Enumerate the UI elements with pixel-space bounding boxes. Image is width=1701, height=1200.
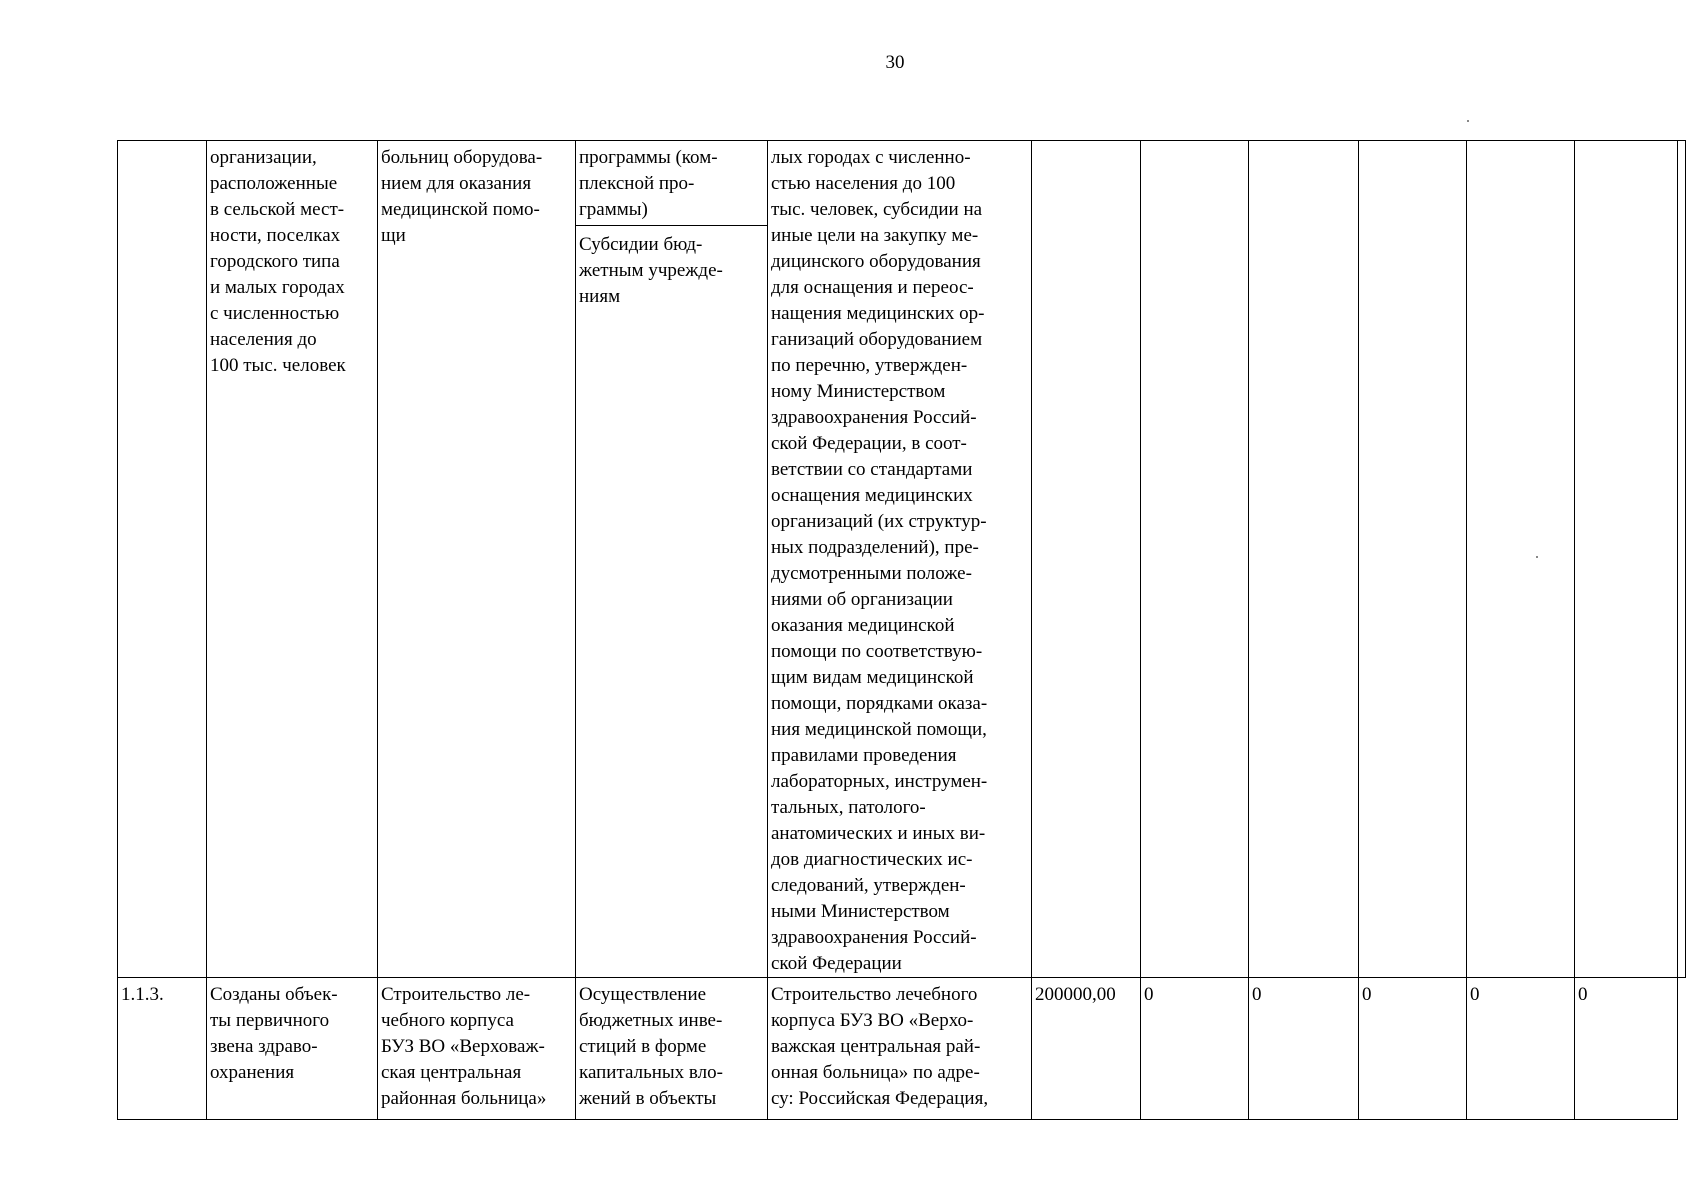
- cell-value: 0: [1575, 978, 1678, 1120]
- cell-activity: больниц оборудова- нием для оказания медицинской помо- щи: [378, 141, 576, 978]
- program-table: [117, 140, 1686, 1120]
- cell-details: Строительство лечебного корпуса БУЗ ВО «Верхо- важская центральная рай- онная больница» по адре- су: Российская Федерация,: [768, 978, 1032, 1120]
- cell-value: [1249, 141, 1359, 978]
- cell-mechanism: Осуществление бюджетных инве- стиций в форме капитальных вло- жений в объекты: [576, 978, 768, 1120]
- cell-value-total: 200000,00: [1032, 978, 1141, 1120]
- page-number: 30: [885, 52, 905, 73]
- table-row: [118, 978, 1686, 1120]
- cell-mechanism: [576, 141, 768, 978]
- cell-number: [118, 141, 207, 978]
- mechanism-subsidy-text: Субсидии бюд- жетным учрежде- ниям: [579, 234, 723, 307]
- cell-value: [1575, 141, 1678, 978]
- scan-speck: [1467, 120, 1469, 122]
- cell-value: 0: [1359, 978, 1467, 1120]
- cell-details: лых городах с численно- стью населения до 100 тыс. человек, субсидии на иные цели на закупку ме- дицинского оборудования для оснащения и переос- нащения медицинских ор- ганизаций оборудованием по перечню, утвержден- ному Министерством здравоохранения Россий- ской Федерации, в соот- ветствии со стандартами оснащения медицинских организаций (их структур- ных подразделений), пре- дусмотренными положе- ниями об организации оказания медицинской помощи по соответствую- щим видам медицинской помощи, порядками оказа- ния медицинской помощи, правилами проведения лабораторных, инструмен- тальных, патолого- анатомических и иных ви- дов диагностических ис- следований, утвержден- ными Министерством здравоохранения Россий- ской Федерации: [768, 141, 1032, 978]
- cell-value: [1359, 141, 1467, 978]
- cell-description: организации, расположенные в сельской мест- ности, поселках городского типа и малых городах с численностью населения до 100 тыс. человек: [207, 141, 378, 978]
- table-row: [118, 141, 1686, 978]
- cell-description: Созданы объек- ты первичного звена здраво- охранения: [207, 978, 378, 1120]
- cell-value: [1032, 141, 1141, 978]
- cell-value: [1141, 141, 1249, 978]
- cell-value: [1678, 141, 1686, 978]
- cell-value: 0: [1467, 978, 1575, 1120]
- mechanism-program-text: программы (ком- плексной про- граммы): [576, 141, 767, 226]
- cell-number: 1.1.3.: [118, 978, 207, 1120]
- cell-activity: Строительство ле- чебного корпуса БУЗ ВО «Верховаж- ская центральная районная больница»: [378, 978, 576, 1120]
- cell-value: 0: [1249, 978, 1359, 1120]
- cell-value: 0: [1141, 978, 1249, 1120]
- cell-value: [1467, 141, 1575, 978]
